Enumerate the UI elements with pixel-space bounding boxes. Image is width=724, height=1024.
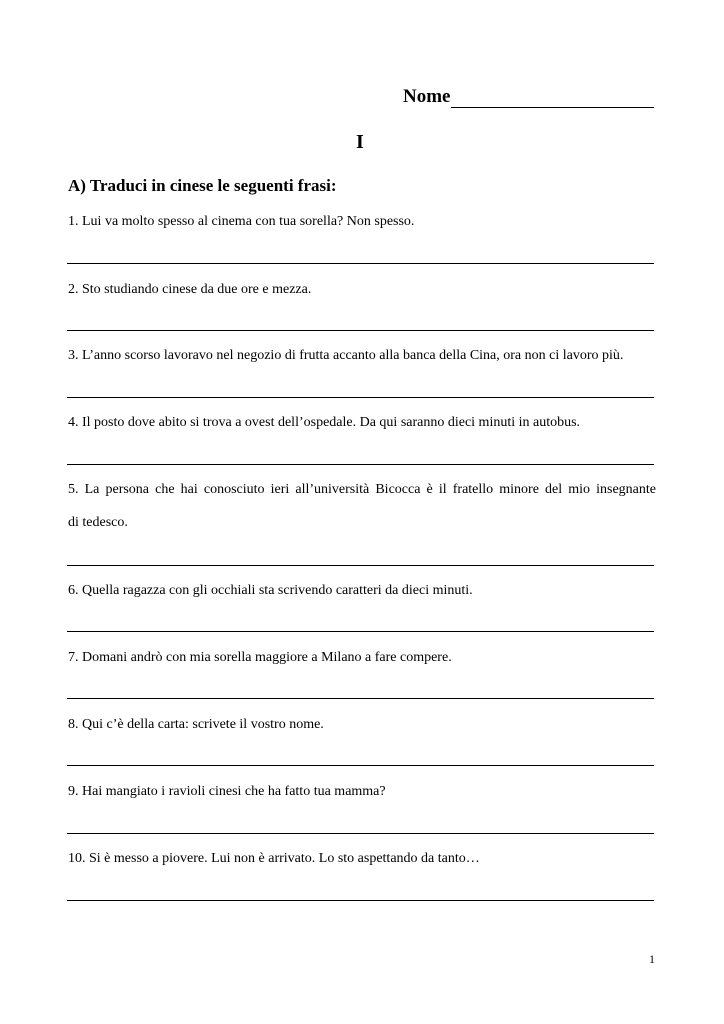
- sentence-1: 1. Lui va molto spesso al cinema con tua sorella? Non spesso.: [68, 214, 415, 229]
- answer-line-2: [67, 330, 654, 331]
- name-field: [403, 86, 654, 108]
- page-number: 1: [649, 952, 655, 966]
- name-blank-line: [451, 89, 654, 108]
- name-label: Nome: [403, 86, 451, 107]
- sentence-6: 6. Quella ragazza con gli occhiali sta scrivendo caratteri da dieci minuti.: [68, 583, 473, 598]
- sentence-7: 7. Domani andrò con mia sorella maggiore a Milano a fare compere.: [68, 650, 452, 665]
- answer-line-9: [67, 833, 654, 834]
- sentence-10: 10. Si è messo a piovere. Lui non è arrivato. Lo sto aspettando da tanto…: [68, 851, 480, 866]
- answer-line-1: [67, 263, 654, 264]
- answer-line-8: [67, 765, 654, 766]
- answer-line-3: [67, 397, 654, 398]
- answer-line-10: [67, 900, 654, 901]
- answer-line-6: [67, 631, 654, 632]
- exercise-heading: A) Traduci in cinese le seguenti frasi:: [68, 176, 337, 195]
- sentence-9: 9. Hai mangiato i ravioli cinesi che ha fatto tua mamma?: [68, 784, 386, 799]
- sentence-8: 8. Qui c’è della carta: scrivete il vostro nome.: [68, 717, 324, 732]
- section-numeral: I: [356, 131, 364, 153]
- answer-line-4: [67, 464, 654, 465]
- sentence-5-continuation: di tedesco.: [68, 515, 128, 530]
- sentence-5: 5. La persona che hai conosciuto ieri all’università Bicocca è il fratello minore del mio insegnante: [68, 482, 656, 497]
- answer-line-7: [67, 698, 654, 699]
- answer-line-5: [67, 565, 654, 566]
- sentence-3: 3. L’anno scorso lavoravo nel negozio di frutta accanto alla banca della Cina, ora non ci lavoro più.: [68, 348, 624, 363]
- sentence-4: 4. Il posto dove abito si trova a ovest dell’ospedale. Da qui saranno dieci minuti in autobus.: [68, 415, 581, 430]
- sentence-2: 2. Sto studiando cinese da due ore e mezza.: [68, 282, 312, 297]
